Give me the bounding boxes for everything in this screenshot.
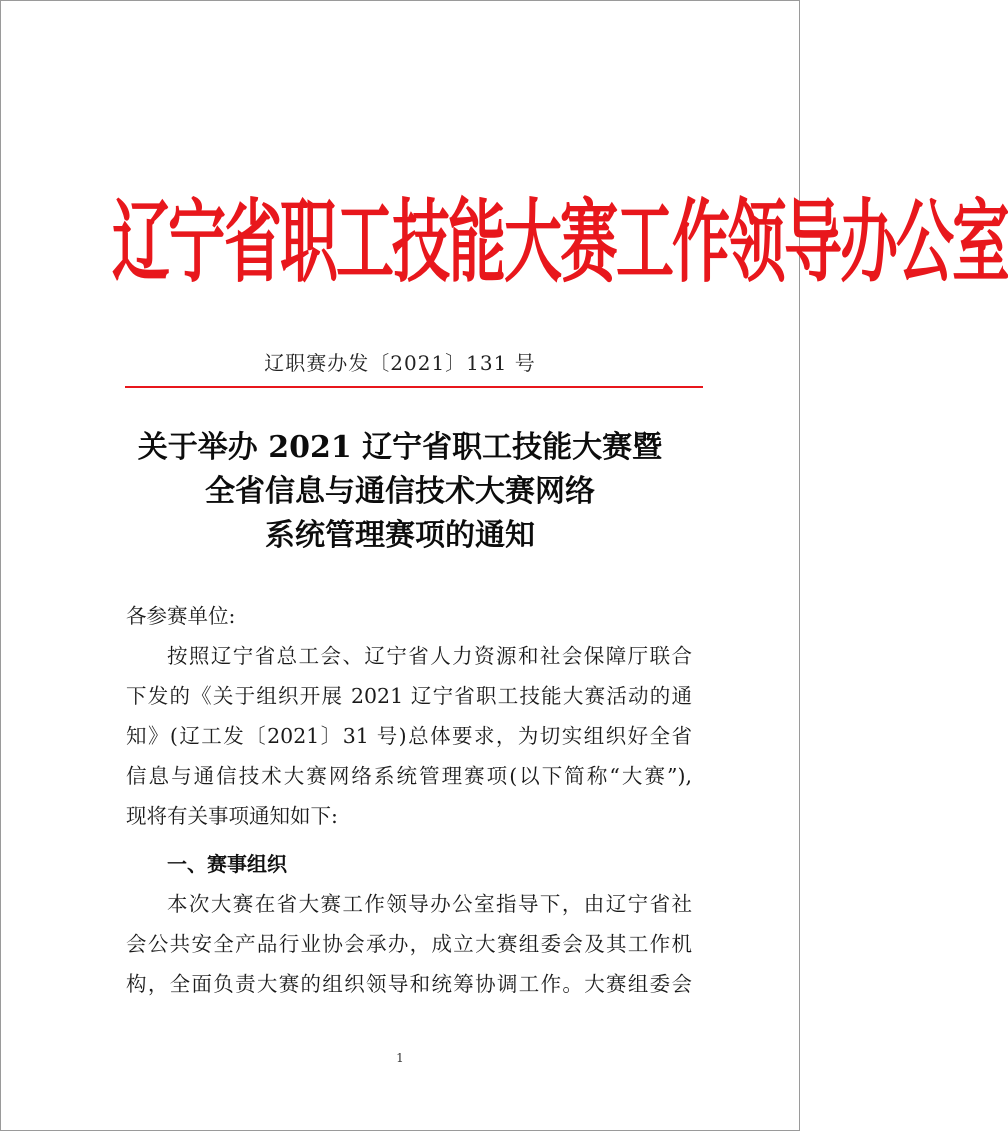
paragraph-line: 下发的《关于组织开展 2021 辽宁省职工技能大赛活动的通 [126, 684, 692, 708]
paragraph-line: 信息与通信技术大赛网络系统管理赛项(以下简称“大赛”), [126, 764, 692, 788]
paragraph-line: 按照辽宁省总工会、辽宁省人力资源和社会保障厅联合 [167, 644, 692, 668]
paragraph-line: 本次大赛在省大赛工作领导办公室指导下，由辽宁省社 [167, 892, 692, 916]
paragraph-line: 知》(辽工发〔2021〕31 号)总体要求，为切实组织好全省 [126, 724, 692, 748]
page-number: 1 [396, 1051, 404, 1065]
document-title [0, 426, 800, 558]
paragraph-line: 构，全面负责大赛的组织领导和统筹协调工作。大赛组委会 [126, 972, 692, 996]
title-line: 系统管理赛项的通知 [265, 518, 535, 553]
paragraph-line: 会公共安全产品行业协会承办，成立大赛组委会及其工作机 [126, 932, 692, 956]
title-line: 全省信息与通信技术大赛网络 [205, 474, 595, 509]
section-heading: 一、赛事组织 [167, 852, 287, 876]
title-line: 关于举办 2021 辽宁省职工技能大赛暨 [137, 430, 663, 465]
document-number: 辽职赛办发〔2021〕131 号 [264, 351, 536, 375]
body-text [126, 596, 692, 836]
body-text [126, 884, 692, 1004]
salutation: 各参赛单位: [126, 604, 236, 628]
issuer-header: 辽宁省职工技能大赛工作领导办公室 [112, 189, 1008, 295]
red-divider-line [125, 386, 703, 388]
paragraph-line: 现将有关事项通知如下: [126, 804, 338, 828]
